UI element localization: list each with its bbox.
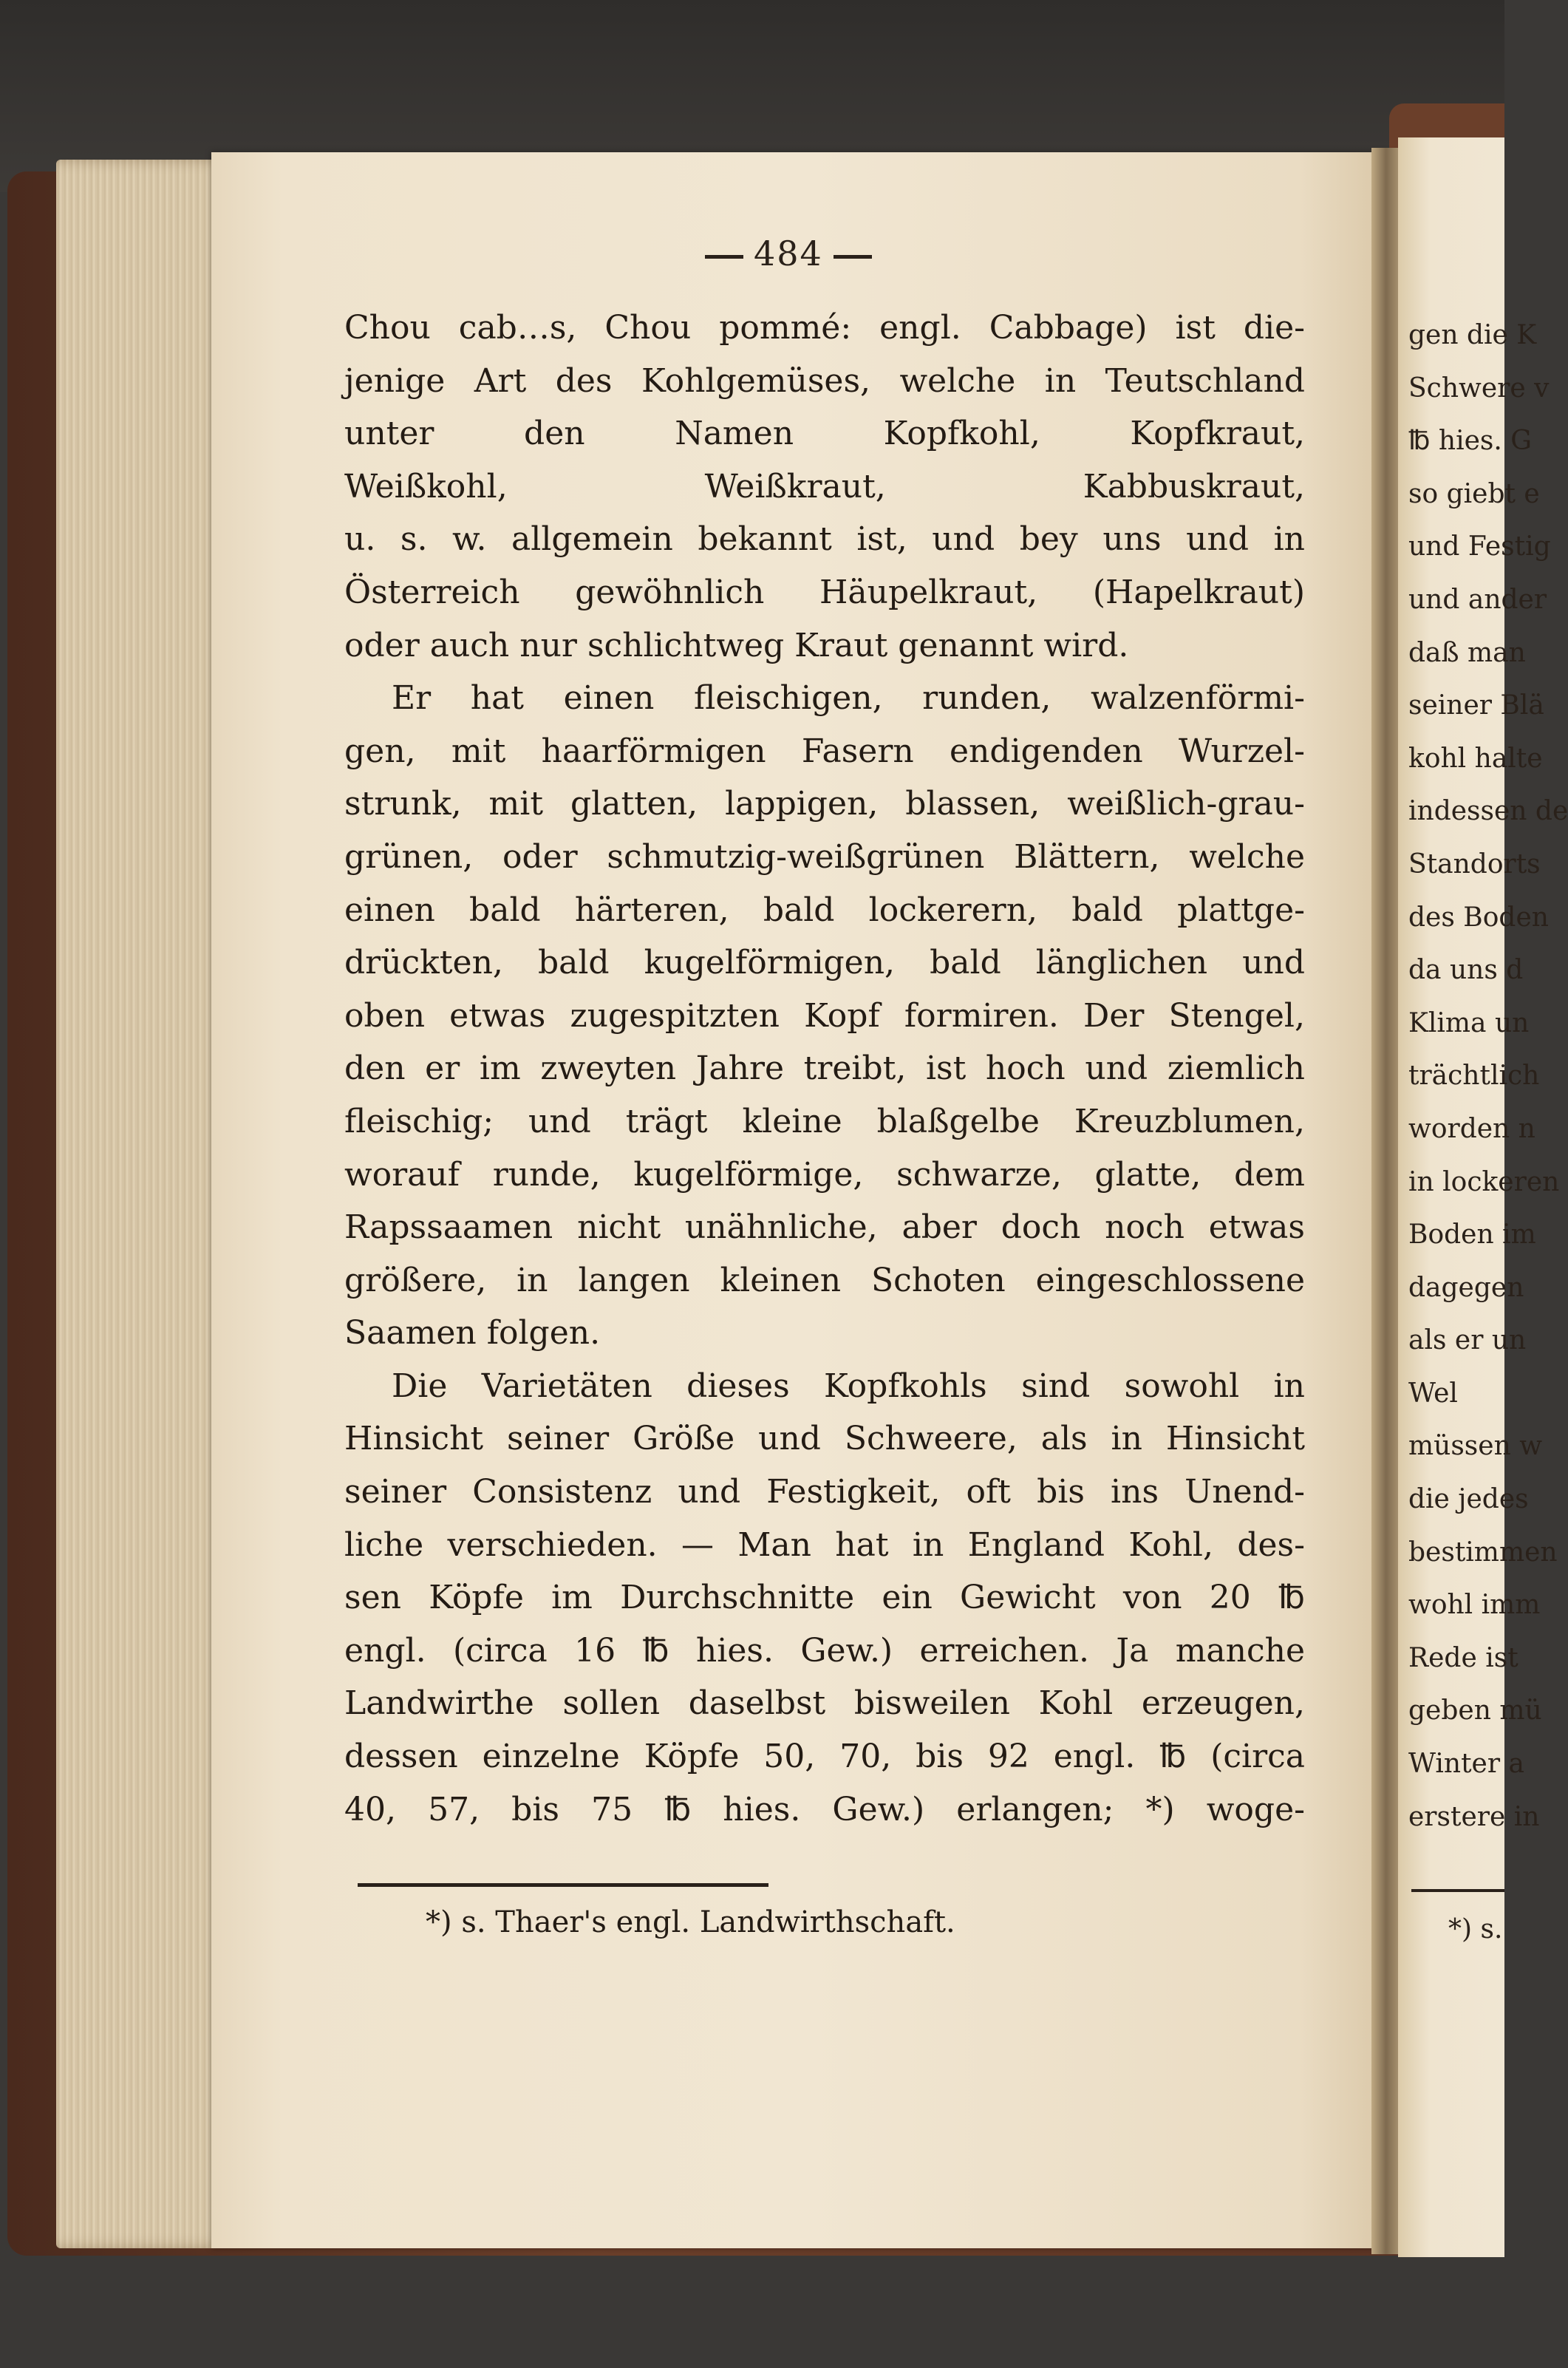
footnote-rule — [358, 1883, 768, 1887]
facing-text-line: kohl halte — [1408, 743, 1543, 774]
text-line: oder auch nur schlichtweg Kraut genannt wird. — [344, 626, 1129, 664]
facing-text-line: worden n — [1408, 1113, 1535, 1144]
facing-text-line: Rede ist — [1408, 1642, 1518, 1673]
facing-footnote-rule — [1411, 1889, 1504, 1892]
facing-text-line: Wel — [1408, 1378, 1458, 1409]
text-line: liche verschieden. — Man hat in England Kohl, des- — [344, 1525, 1305, 1564]
text-line: fleischig; und trägt kleine blaßgelbe Kreuzblumen, — [344, 1102, 1305, 1140]
text-line: dessen einzelne Köpfe 50, 70, bis 92 engl. ℔ (circa — [344, 1738, 1305, 1776]
page-number — [695, 234, 916, 273]
facing-text-line: geben mü — [1408, 1695, 1542, 1726]
text-line: Er hat einen fleischigen, runden, walzenförmi- — [392, 679, 1305, 718]
facing-text-line: daß man — [1408, 637, 1526, 668]
text-line: unter den Namen Kopfkohl, Kopfkraut, — [344, 415, 1305, 453]
text-line: gen, mit haarförmigen Fasern endigenden Wurzel- — [344, 732, 1305, 770]
facing-text-line: in lockeren — [1408, 1166, 1560, 1197]
facing-text-line: Klima un — [1408, 1007, 1530, 1038]
text-line: worauf runde, kugelförmige, schwarze, glatte, dem — [344, 1155, 1305, 1194]
text-line: größere, in langen kleinen Schoten eingeschlossene — [344, 1261, 1305, 1299]
facing-text-line: des Boden — [1408, 902, 1549, 933]
text-line: Hinsicht seiner Größe und Schweere, als in Hinsicht — [344, 1420, 1305, 1458]
facing-text-line: trächtlich — [1408, 1061, 1540, 1092]
facing-text-line: da uns d — [1408, 955, 1524, 986]
text-line: u. s. w. allgemein bekannt ist, und bey uns und in — [344, 520, 1305, 559]
text-line: 40, 57, bis 75 ℔ hies. Gew.) erlangen; *) woge- — [344, 1790, 1305, 1828]
text-line: den er im zweyten Jahre treibt, ist hoch und ziemlich — [344, 1049, 1305, 1088]
text-line: Chou cab…s, Chou pommé: engl. Cabbage) ist die- — [344, 309, 1305, 347]
facing-footnote: *) s. — [1448, 1914, 1503, 1945]
text-line: grünen, oder schmutzig-weißgrünen Blättern, welche — [344, 837, 1305, 876]
facing-text-line: Standorts — [1408, 848, 1541, 880]
text-line: seiner Consistenz und Festigkeit, oft bis ins Unend- — [344, 1473, 1305, 1511]
page-number-dash-left — [705, 255, 743, 259]
text-line: engl. (circa 16 ℔ hies. Gew.) erreichen. Ja manche — [344, 1631, 1305, 1670]
facing-text-line: bestimmen — [1408, 1537, 1558, 1568]
facing-text-line: ℔ hies. G — [1408, 426, 1533, 457]
facing-text-line: dagegen — [1408, 1272, 1524, 1303]
facing-text-line: indessen de — [1408, 796, 1568, 827]
facing-text-line: seiner Blä — [1408, 690, 1544, 721]
facing-text-line: gen die K — [1408, 320, 1537, 350]
text-line: Saamen folgen. — [344, 1314, 601, 1353]
text-line: Weißkohl, Weißkraut, Kabbuskraut, — [344, 467, 1305, 506]
page-number-value: 484 — [754, 234, 823, 273]
body-text — [344, 302, 1305, 1836]
facing-text-line: so giebt e — [1408, 478, 1540, 509]
facing-text-line: und ander — [1408, 584, 1547, 615]
text-line: Österreich gewöhnlich Häupelkraut, (Hapelkraut) — [344, 573, 1305, 611]
text-line: einen bald härteren, bald lockerern, bald plattge- — [344, 891, 1305, 929]
facing-text-line: als er un — [1408, 1325, 1527, 1356]
facing-text-line: erstere in — [1408, 1801, 1540, 1832]
text-line: oben etwas zugespitzten Kopf formiren. Der Stengel, — [344, 996, 1305, 1035]
text-line: strunk, mit glatten, lappigen, blassen, weißlich-grau- — [344, 785, 1305, 823]
facing-text-line: Schwere v — [1408, 372, 1550, 404]
facing-text-line: und Festig — [1408, 531, 1551, 562]
facing-text-line: die jedes — [1408, 1484, 1529, 1515]
page-number-dash-right — [834, 255, 872, 259]
footnote: *) s. Thaer's engl. Landwirthschaft. — [426, 1905, 955, 1939]
facing-text-line: wohl imm — [1408, 1590, 1541, 1621]
facing-text-line: Winter a — [1408, 1749, 1524, 1780]
text-line: Landwirthe sollen daselbst bisweilen Kohl erzeugen, — [344, 1684, 1305, 1723]
text-line: Die Varietäten dieses Kopfkohls sind sowohl in — [392, 1367, 1305, 1405]
facing-page-text — [1408, 309, 1568, 1843]
text-line: drückten, bald kugelförmigen, bald länglichen und — [344, 944, 1305, 982]
facing-text-line: Boden im — [1408, 1219, 1536, 1251]
text-line: sen Köpfe im Durchschnitte ein Gewicht von 20 ℔ — [344, 1579, 1305, 1617]
text-line: Rapssaamen nicht unähnliche, aber doch noch etwas — [344, 1208, 1305, 1247]
facing-text-line: müssen w — [1408, 1431, 1543, 1462]
page-edges — [56, 160, 231, 2248]
text-line: jenige Art des Kohlgemüses, welche in Teutschland — [344, 361, 1305, 400]
